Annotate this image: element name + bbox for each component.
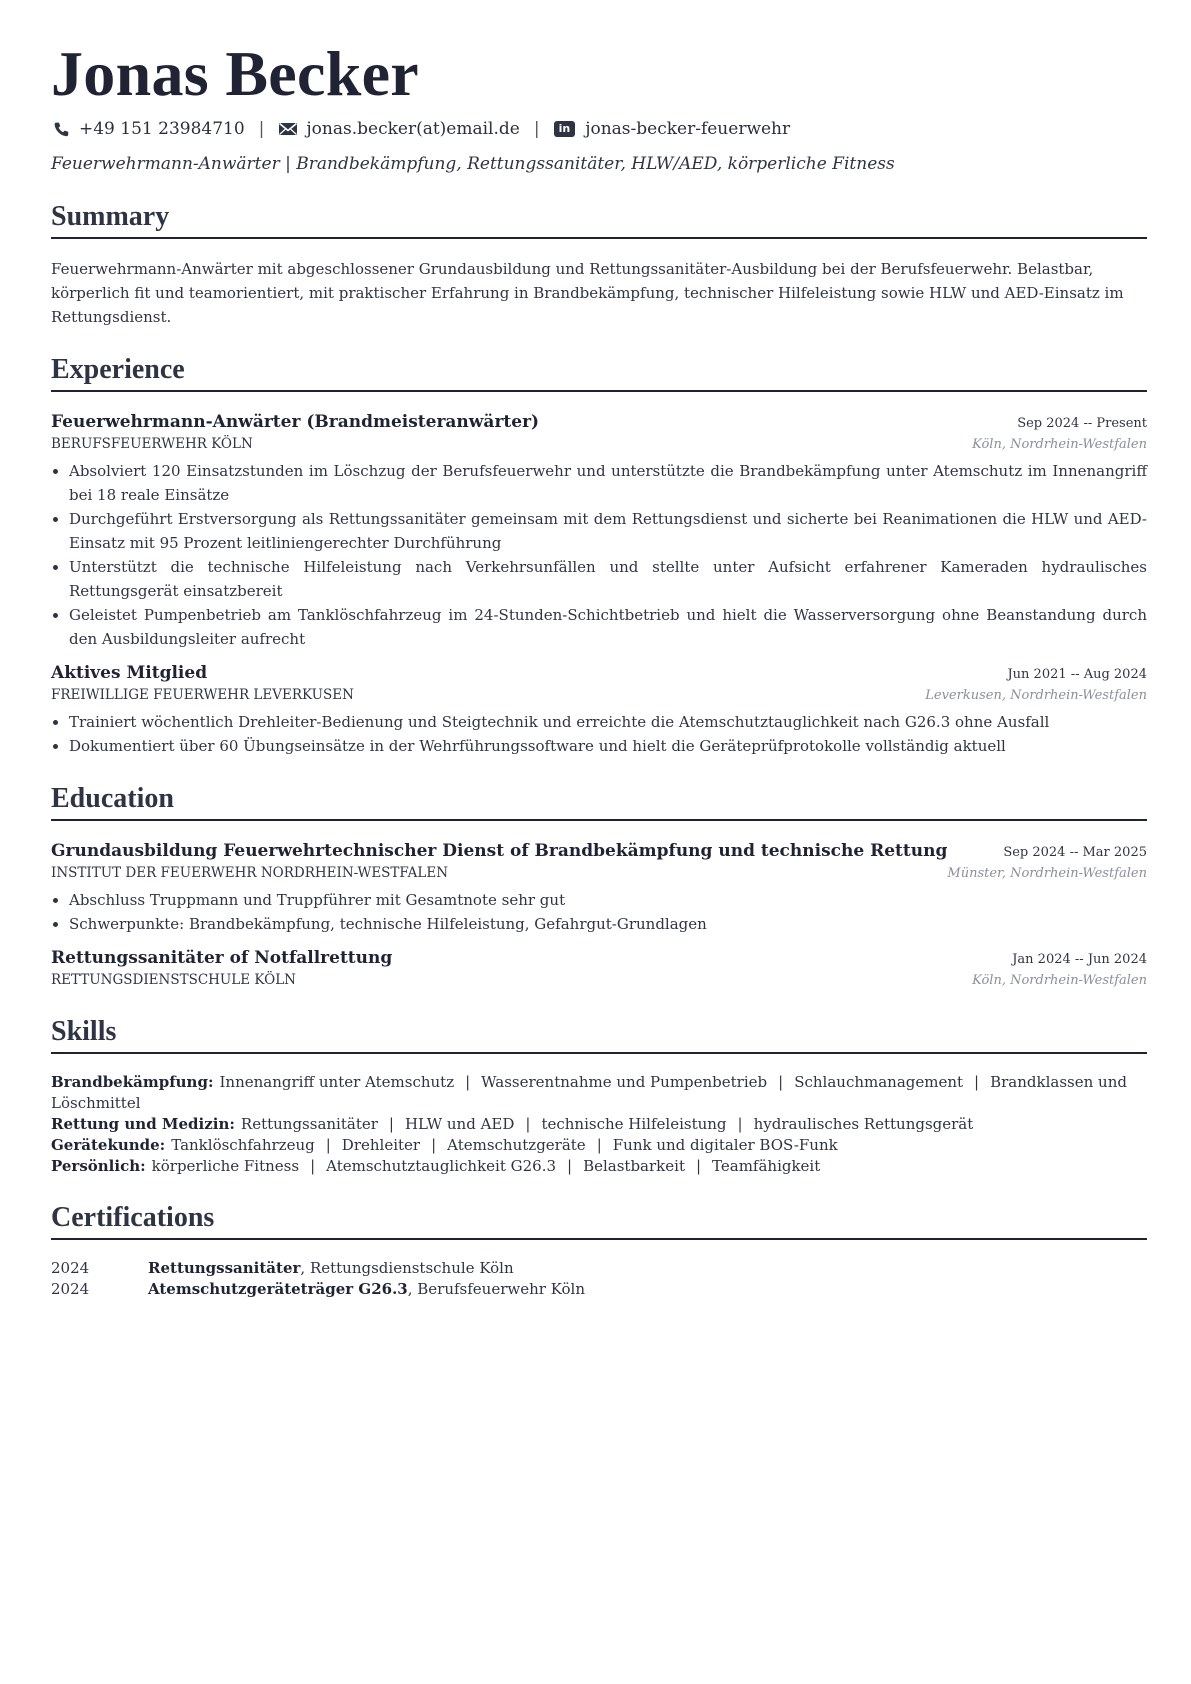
skill-separator: |	[431, 1136, 437, 1154]
entry-sub-row	[51, 685, 1147, 706]
education-section	[51, 782, 1147, 991]
education-list	[51, 839, 1147, 991]
phone-icon	[51, 121, 71, 137]
skill-item: Atemschutztauglichkeit G26.3	[326, 1157, 557, 1175]
entry-header-row	[51, 410, 1147, 434]
entry-sub-row	[51, 434, 1147, 455]
bullet-item: • Absolviert 120 Einsatzstunden im Löschzug der Berufsfeuerwehr und unterstützte die Brandbekämpfung unter Atemschutz im Innenangriff bei 18 reale Einsätze	[69, 459, 1147, 507]
certifications-list	[51, 1258, 1147, 1300]
entry-location: Leverkusen, Nordrhein-Westfalen	[925, 688, 1147, 703]
entry-organization: INSTITUT DER FEUERWEHR NORDRHEIN-WESTFALEN	[51, 865, 449, 881]
entry-title: Aktives Mitglied	[51, 663, 208, 683]
entry-date: Sep 2024 -- Present	[1017, 416, 1147, 431]
tagline: Feuerwehrmann-Anwärter | Brandbekämpfung, Rettungssanitäter, HLW/AED, körperliche Fitness	[51, 154, 895, 174]
contact-line	[51, 116, 1147, 142]
contact-separator: |	[258, 119, 265, 139]
phone-number[interactable]: +49 151 23984710	[79, 119, 245, 139]
certification-name: Rettungssanitäter	[148, 1259, 301, 1277]
entry-header-row	[51, 661, 1147, 685]
candidate-name	[51, 38, 1147, 110]
linkedin-icon: in	[554, 121, 576, 137]
entry-header-row	[51, 946, 1147, 970]
bullet-list	[51, 710, 1147, 758]
skill-group	[51, 1156, 1147, 1177]
skill-item: HLW und AED	[404, 1115, 515, 1133]
entry-location: Köln, Nordrhein-Westfalen	[972, 437, 1147, 452]
skills-section	[51, 1015, 1147, 1177]
envelope-icon	[278, 121, 298, 137]
skill-separator: |	[596, 1136, 602, 1154]
linkedin-link[interactable]: jonas-becker-feuerwehr	[585, 119, 791, 139]
skill-separator: |	[737, 1115, 743, 1133]
certification-row	[51, 1258, 1147, 1279]
entry-location: Münster, Nordrhein-Westfalen	[947, 866, 1147, 881]
skill-separator: |	[310, 1157, 316, 1175]
skill-item: Rettungssanitäter	[240, 1115, 378, 1133]
entry-organization: FREIWILLIGE FEUERWEHR LEVERKUSEN	[51, 687, 354, 703]
certification-issuer: , Berufsfeuerwehr Köln	[407, 1280, 585, 1298]
entry-date: Sep 2024 -- Mar 2025	[1003, 845, 1147, 860]
certification-name: Atemschutzgeräteträger G26.3	[148, 1280, 408, 1298]
section-title: Education	[51, 782, 1147, 821]
skill-separator: |	[778, 1073, 784, 1091]
bullet-item: • Schwerpunkte: Brandbekämpfung, technische Hilfeleistung, Gefahrgut-Grundlagen	[69, 912, 1147, 936]
skill-separator: |	[974, 1073, 980, 1091]
skill-item: Teamfähigkeit	[712, 1157, 821, 1175]
entry-sub-row	[51, 863, 1147, 884]
entry-organization: BERUFSFEUERWEHR KÖLN	[51, 436, 253, 452]
skill-item: Schlauchmanagement	[794, 1073, 964, 1091]
skill-item: hydraulisches Rettungsgerät	[753, 1115, 974, 1133]
skill-separator: |	[567, 1157, 573, 1175]
certifications-section	[51, 1201, 1147, 1300]
skill-category: Persönlich:	[51, 1157, 146, 1175]
skill-item: Drehleiter	[341, 1136, 421, 1154]
skill-item: körperliche Fitness	[151, 1157, 300, 1175]
bullet-item: • Geleistet Pumpenbetrieb am Tanklöschfahrzeug im 24-Stunden-Schichtbetrieb und hielt die Wasserversorgung ohne Beanstandung durch den Ausbildungsleiter aufrecht	[69, 603, 1147, 651]
certification-row	[51, 1279, 1147, 1300]
experience-section	[51, 353, 1147, 758]
entry-title: Grundausbildung Feuerwehrtechnischer Dienst of Brandbekämpfung und technische Rettung	[51, 841, 948, 861]
resume-content	[51, 38, 1147, 1300]
certification-year: 2024	[51, 1280, 90, 1298]
experience-list	[51, 410, 1147, 758]
skill-item: Wasserentnahme und Pumpenbetrieb	[481, 1073, 768, 1091]
entry-sub-row	[51, 970, 1147, 991]
education-entry	[51, 839, 1147, 936]
entry-organization: RETTUNGSDIENSTSCHULE KÖLN	[51, 972, 296, 988]
first-name: Jonas	[51, 38, 209, 109]
experience-entry	[51, 661, 1147, 758]
entry-location: Köln, Nordrhein-Westfalen	[972, 973, 1147, 988]
bullet-item: • Unterstützt die technische Hilfeleistung nach Verkehrsunfällen und stellte unter Aufsicht erfahrener Kameraden hydraulisches Rettungsgerät einsatzbereit	[69, 555, 1147, 603]
contact-separator: |	[533, 119, 540, 139]
section-title: Certifications	[51, 1201, 1147, 1240]
bullet-item: • Trainiert wöchentlich Drehleiter-Bedienung und Steigtechnik und erreichte die Atemschutztauglichkeit nach G26.3 ohne Ausfall	[69, 710, 1147, 734]
skill-item: Belastbarkeit	[583, 1157, 685, 1175]
email-link[interactable]: jonas.becker(at)email.de	[306, 119, 520, 139]
skill-item: Atemschutzgeräte	[447, 1136, 586, 1154]
last-name: Becker	[225, 38, 420, 109]
entry-title: Rettungssanitäter of Notfallrettung	[51, 948, 393, 968]
experience-entry	[51, 410, 1147, 651]
skill-separator: |	[465, 1073, 471, 1091]
certification-issuer: , Rettungsdienstschule Köln	[300, 1259, 514, 1277]
skill-separator: |	[525, 1115, 531, 1133]
skill-item: Funk und digitaler BOS-Funk	[612, 1136, 838, 1154]
certification-detail	[148, 1258, 514, 1279]
skill-separator: |	[325, 1136, 331, 1154]
bullet-item: • Durchgeführt Erstversorgung als Rettungssanitäter gemeinsam mit dem Rettungsdienst und sicherte bei Reanimationen die HLW und AED-Einsatz mit 95 Prozent leitliniengerechter Durchführung	[69, 507, 1147, 555]
summary-text: Feuerwehrmann-Anwärter mit abgeschlossener Grundausbildung und Rettungssanitäter-Ausbildung bei der Berufsfeuerwehr. Belastbar, körperlich fit und teamorientiert, mit praktischer Erfahrung in Brandbekämpfung, technischer Hilfeleistung sowie HLW und AED-Einsatz im Rettungsdienst.	[51, 260, 1124, 326]
bullet-item: • Dokumentiert über 60 Übungseinsätze in der Wehrführungssoftware und hielt die Geräteprüfprotokolle vollständig aktuell	[69, 734, 1147, 758]
skill-item: Brandklassen und Löschmittel	[51, 1073, 1127, 1112]
skill-separator: |	[388, 1115, 394, 1133]
skill-group	[51, 1135, 1147, 1156]
section-title: Summary	[51, 200, 1147, 239]
bullet-list	[51, 459, 1147, 651]
section-title: Experience	[51, 353, 1147, 392]
entry-title: Feuerwehrmann-Anwärter (Brandmeisteranwärter)	[51, 412, 540, 432]
section-title: Skills	[51, 1015, 1147, 1054]
education-entry	[51, 946, 1147, 991]
skill-category: Gerätekunde:	[51, 1136, 166, 1154]
skills-list	[51, 1072, 1147, 1177]
skill-item: technische Hilfeleistung	[541, 1115, 727, 1133]
skill-group	[51, 1072, 1147, 1114]
certification-year: 2024	[51, 1259, 90, 1277]
skill-category: Rettung und Medizin:	[51, 1115, 235, 1133]
entry-header-row	[51, 839, 1147, 863]
certification-detail	[148, 1279, 585, 1300]
skill-item: Tanklöschfahrzeug	[171, 1136, 315, 1154]
entry-date: Jan 2024 -- Jun 2024	[1012, 952, 1147, 967]
skill-item: Innenangriff unter Atemschutz	[219, 1073, 455, 1091]
skill-separator: |	[695, 1157, 702, 1175]
summary-section	[51, 200, 1147, 329]
bullet-list	[51, 888, 1147, 936]
skill-category: Brandbekämpfung:	[51, 1073, 214, 1091]
entry-date: Jun 2021 -- Aug 2024	[1007, 667, 1147, 682]
skill-group	[51, 1114, 1147, 1135]
bullet-item: • Abschluss Truppmann und Truppführer mit Gesamtnote sehr gut	[69, 888, 1147, 912]
